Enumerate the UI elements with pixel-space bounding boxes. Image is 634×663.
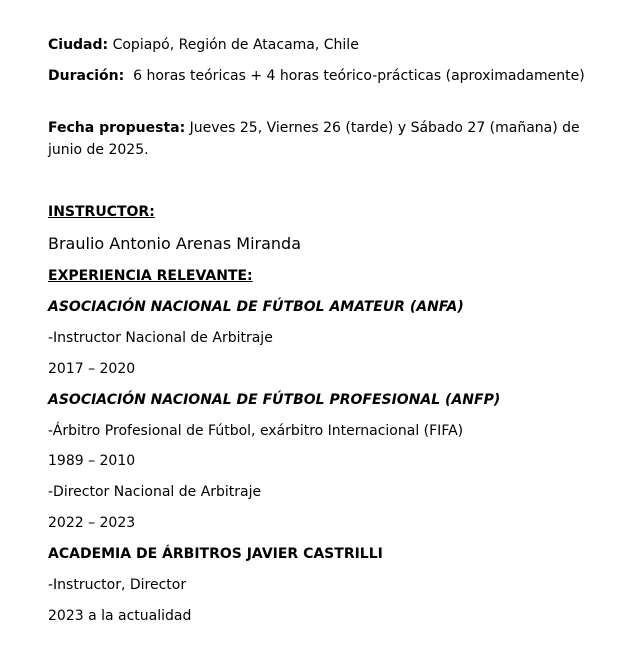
duracion-value: 6 horas teóricas + 4 horas teórico-prácticas (aproximadamente) bbox=[133, 68, 585, 84]
duracion-label: Duración: bbox=[48, 68, 125, 84]
academia-org: ACADEMIA DE ÁRBITROS JAVIER CASTRILLI bbox=[48, 546, 383, 562]
fecha-label: Fecha propuesta: bbox=[48, 120, 186, 136]
instructor-heading: INSTRUCTOR: bbox=[48, 204, 155, 220]
anfa-period: 2017 – 2020 bbox=[48, 361, 136, 377]
anfp-period-2: 2022 – 2023 bbox=[48, 515, 136, 531]
anfp-role-1: -Árbitro Profesional de Fútbol, exárbitro Internacional (FIFA) bbox=[48, 423, 464, 439]
fecha-value: Jueves 25, Viernes 26 (tarde) y Sábado 27 (mañana) de junio de 2025. bbox=[48, 120, 580, 158]
academia-role: -Instructor, Director bbox=[48, 577, 187, 593]
anfa-org: ASOCIACIÓN NACIONAL DE FÚTBOL AMATEUR (ANFA) bbox=[48, 299, 464, 315]
fecha-line bbox=[48, 117, 588, 161]
academia-period: 2023 a la actualidad bbox=[48, 608, 192, 624]
anfp-period-1: 1989 – 2010 bbox=[48, 453, 136, 469]
anfp-org: ASOCIACIÓN NACIONAL DE FÚTBOL PROFESIONAL (ANFP) bbox=[48, 392, 501, 408]
ciudad-label: Ciudad: bbox=[48, 37, 109, 53]
anfp-role-2: -Director Nacional de Arbitraje bbox=[48, 484, 262, 500]
anfa-role: -Instructor Nacional de Arbitraje bbox=[48, 330, 273, 346]
experience-heading: EXPERIENCIA RELEVANTE: bbox=[48, 268, 253, 284]
ciudad-value: Copiapó, Región de Atacama, Chile bbox=[112, 37, 359, 53]
duracion-line bbox=[48, 65, 588, 87]
ciudad-line bbox=[48, 34, 588, 56]
instructor-name: Braulio Antonio Arenas Miranda bbox=[48, 234, 301, 253]
